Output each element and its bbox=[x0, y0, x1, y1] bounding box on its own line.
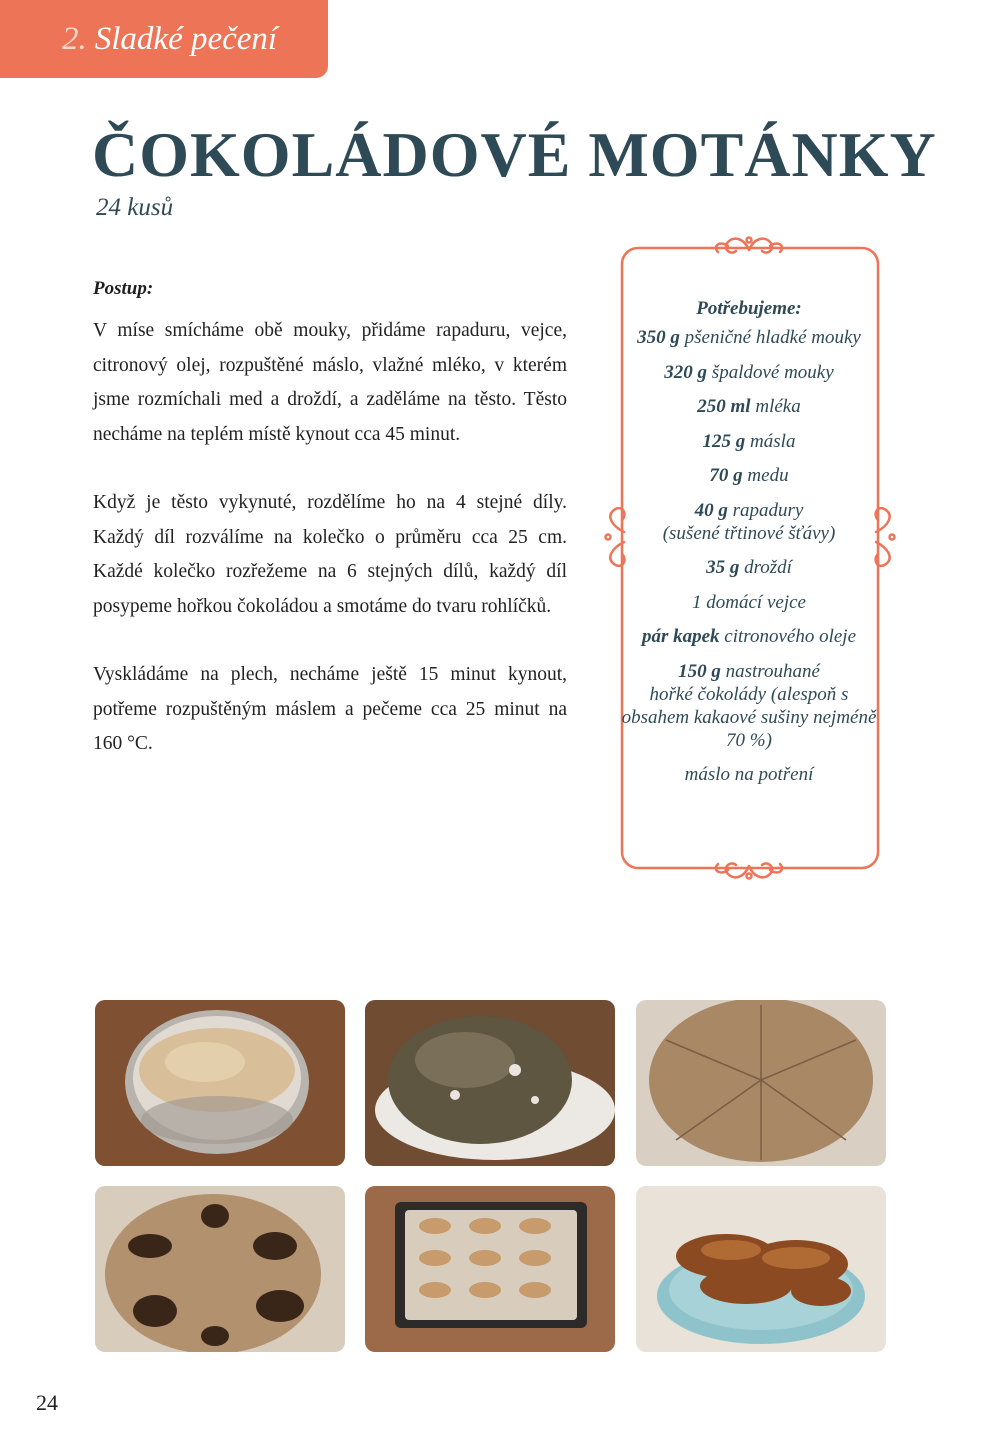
baked-rolls-image-icon bbox=[636, 1186, 886, 1352]
ingredient-name: pšeničné hladké mouky bbox=[684, 327, 861, 348]
ingredient-amount: 250 ml bbox=[697, 396, 751, 417]
dough-chocolate-image-icon bbox=[95, 1186, 345, 1352]
photo-dough-cut bbox=[636, 1000, 886, 1166]
dough-bowl-image-icon bbox=[95, 1000, 345, 1166]
ingredient-item bbox=[614, 556, 884, 579]
ingredient-item bbox=[614, 361, 884, 384]
ingredient-item bbox=[614, 395, 884, 418]
ingredient-amount: 350 g bbox=[637, 327, 680, 348]
ingredient-amount: pár kapek bbox=[641, 626, 720, 647]
ingredient-amount: 125 g bbox=[702, 430, 746, 452]
method-paragraph-3: Vyskládáme na plech, necháme ještě 15 minut kynout, potřeme rozpuštěným máslem a pečeme cca 25 minut na 160 °C. bbox=[93, 664, 567, 754]
photo-rolls-tray bbox=[365, 1186, 615, 1352]
ingredient-name: droždí bbox=[744, 557, 792, 578]
ingredient-note: hořké čokolády (alespoň s obsahem kakaové sušiny nejméně 70 %) bbox=[621, 683, 877, 751]
ingredient-name: špaldové mouky bbox=[711, 361, 834, 383]
ingredient-item bbox=[614, 430, 884, 453]
ingredient-amount: 40 g bbox=[694, 499, 728, 521]
dough-cut-image-icon bbox=[636, 1000, 886, 1166]
photo-baked-rolls bbox=[636, 1186, 886, 1352]
recipe-title: ČOKOLÁDOVÉ MOTÁNKY bbox=[92, 119, 937, 190]
ingredient-item bbox=[614, 591, 884, 614]
ingredient-amount: 320 g bbox=[664, 361, 708, 383]
ingredient-name: mléka bbox=[755, 396, 801, 417]
ingredient-name: másla bbox=[750, 430, 796, 452]
ingredient-item bbox=[614, 660, 884, 752]
ingredient-item bbox=[614, 499, 884, 545]
ingredients-heading: Potřebujeme: bbox=[696, 298, 802, 319]
ingredient-name: medu bbox=[747, 465, 789, 486]
ingredient-name: 1 domácí vejce bbox=[692, 591, 806, 613]
chapter-number: 2. bbox=[62, 20, 87, 57]
chapter-tab bbox=[0, 0, 328, 78]
rolls-tray-image-icon bbox=[365, 1186, 615, 1352]
ingredient-item bbox=[614, 464, 884, 487]
ingredient-name: máslo na potření bbox=[684, 764, 814, 785]
ingredient-name: citronového oleje bbox=[724, 626, 857, 647]
dough-ball-image-icon bbox=[365, 1000, 615, 1166]
method-paragraph-1: V míse smícháme obě mouky, přidáme rapaduru, vejce, citronový olej, rozpuštěné máslo, vlažné mléko, v kterém jsme rozmíchali med a droždí, a zaděláme na těsto. Těsto necháme na teplém místě kynout cca 45 minut. bbox=[93, 320, 567, 445]
recipe-yield: 24 kusů bbox=[96, 194, 174, 221]
ingredient-item bbox=[614, 763, 884, 786]
ingredient-name: rapadury bbox=[732, 499, 804, 521]
photo-dough-chocolate bbox=[95, 1186, 345, 1352]
ingredient-name: nastrouhané bbox=[725, 660, 820, 682]
method-paragraph-2: Když je těsto vykynuté, rozdělíme ho na 4 stejné díly. Každý díl rozválíme na kolečko o průměru cca 25 cm. Každé kolečko rozřežeme na 6 stejných dílů, každý díl posypeme hořkou čokoládou a smotáme do tvaru rohlíčků. bbox=[93, 492, 567, 617]
ingredient-note: (sušené třtinové šťávy) bbox=[662, 522, 836, 544]
ingredient-amount: 150 g bbox=[678, 660, 721, 682]
ingredient-amount: 70 g bbox=[709, 465, 743, 486]
method-heading: Postup: bbox=[93, 278, 154, 299]
chapter-title: Sladké pečení bbox=[94, 20, 278, 57]
ingredients-list bbox=[614, 298, 884, 798]
photo-dough-bowl bbox=[95, 1000, 345, 1166]
page-number: 24 bbox=[36, 1390, 58, 1415]
ingredient-amount: 35 g bbox=[706, 557, 740, 578]
photo-dough-ball bbox=[365, 1000, 615, 1166]
ingredient-item bbox=[614, 326, 884, 349]
method-section bbox=[93, 278, 567, 796]
ingredient-item bbox=[614, 625, 884, 648]
